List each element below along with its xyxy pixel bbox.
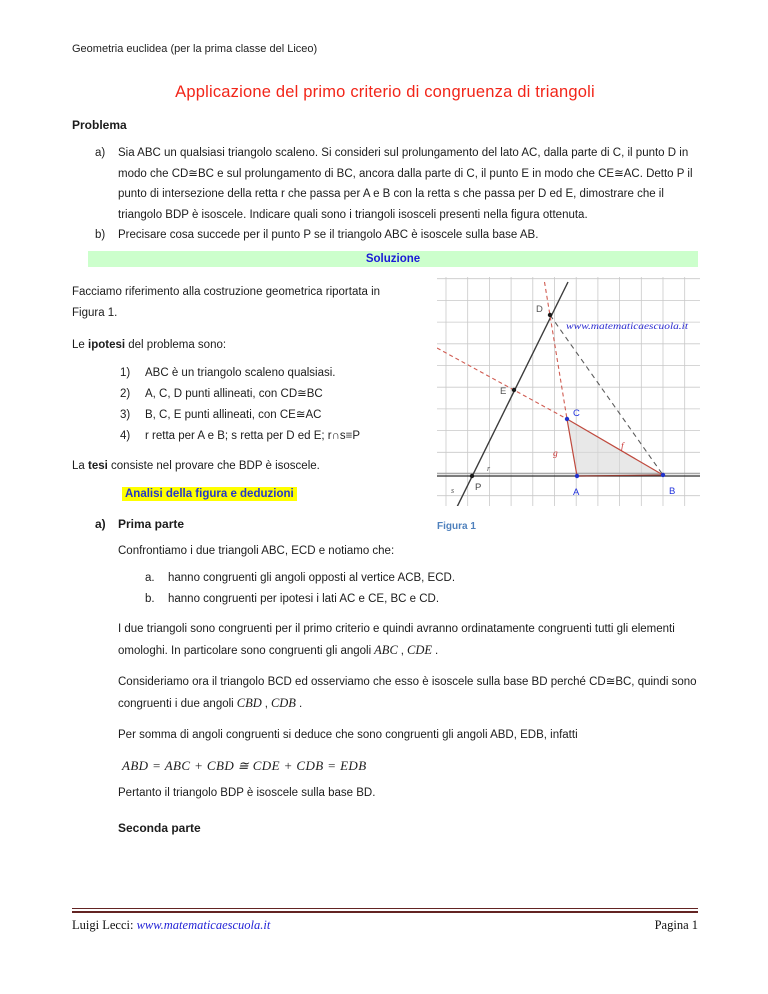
line-label-f: f [621, 441, 624, 452]
point-label-P: P [475, 481, 482, 493]
point-E [512, 387, 516, 391]
problem-item-a [72, 143, 698, 225]
point-C [565, 416, 569, 420]
hypothesis-item: 2) A, C, D punti allineati, con CD≅BC [120, 387, 323, 400]
footer-rule-thick [72, 911, 698, 914]
angle-math: CDB [270, 696, 296, 710]
problem-item-text: Precisare cosa succede per il punto P se il triangolo ABC è isoscele sulla base AB. [118, 229, 539, 241]
footer-author: Luigi Lecci: www.matematicaescuola.it [72, 918, 271, 932]
analysis-highlight: Analisi della figura e deduzioni [122, 487, 297, 501]
problem-item-text: Sia ABC un qualsiasi triangolo scaleno. Si consideri sul prolungamento del lato AC, dalla parte di C, il punto D in modo che CD≅BC e sul prolungamento di BC, ancora dalla parte di C, il punto E in modo che CE≅AC. Detto P il punto di intersezione della retta r che passa per A e B con la retta s che passa per D ed E, dimostrare che il triangolo BDP è isoscele. Indicare quali sono i triangoli isosceli presenti nella figura ottenuta. [118, 147, 693, 221]
observations-list [72, 568, 698, 610]
paragraph-angle-sum: Per somma di angoli congruenti si deduce che sono congruenti gli angoli ABD, EDB, infatti [118, 728, 578, 741]
hypothesis-item: 4) r retta per A e B; s retta per D ed E; r∩s≡P [120, 429, 361, 442]
part-2-heading: Seconda parte [118, 820, 201, 835]
angle-formula: ABD = ABC + CBD ≅ CDE + CDB = EDB [122, 758, 367, 773]
line-label-s: s [451, 485, 455, 495]
document-title: Applicazione del primo criterio di congruenza di triangoli [175, 83, 595, 101]
line-label-r: r [487, 463, 491, 473]
footer-page-number: Pagina 1 [654, 918, 698, 932]
problem-list [72, 143, 698, 246]
paragraph-congruence: I due triangoli sono congruenti per il primo criterio e quindi avranno ordinatamente congruenti tutti gli elementi omologhi. In particolare sono congruenti gli angoli ABC , CDE . [118, 622, 675, 657]
list-marker: a) [95, 147, 106, 159]
hypotheses-list [72, 363, 424, 447]
page-footer [72, 908, 698, 933]
observation-item: b. hanno congruenti per ipotesi i lati AC e CE, BC e CD. [145, 592, 440, 605]
paragraph-isosceles-bcd: Consideriamo ora il triangolo BCD ed osserviamo che esso è isoscele sulla base BD perché CD≅BC, quindi sono congruenti i due angoli CBD , CDB . [118, 675, 697, 710]
part-a-heading: a) Prima parte [95, 516, 185, 531]
solution-columns [72, 282, 698, 562]
angle-math: CDE [406, 643, 432, 657]
hypothesis-item: 1) ABC è un triangolo scaleno qualsiasi. [120, 366, 336, 379]
hypotheses-intro: Le ipotesi del problema sono: [72, 338, 227, 351]
compare-paragraph: Confrontiamo i due triangoli ABC, ECD e notiamo che: [118, 544, 395, 557]
point-label-D: D [536, 303, 543, 315]
problem-item-b [72, 225, 698, 246]
hypothesis-item: 3) B, C, E punti allineati, con CE≅AC [120, 408, 322, 421]
footer-website-link[interactable]: www.matematicaescuola.it [136, 918, 271, 932]
solution-text-column [72, 282, 424, 562]
point-label-B: B [669, 485, 676, 497]
point-D [548, 312, 552, 316]
point-A [575, 473, 579, 477]
figure-column [437, 277, 700, 562]
point-B [661, 472, 665, 476]
watermark-link[interactable]: www.matematicaescuola.it [566, 320, 689, 331]
page-header: Geometria euclidea (per la prima classe del Liceo) [72, 43, 318, 55]
figure-1-geometry [437, 277, 700, 506]
point-label-E: E [500, 385, 507, 397]
solution-banner: Soluzione [88, 251, 698, 267]
ipotesi-bold: ipotesi [88, 338, 126, 351]
problem-heading: Problema [72, 118, 127, 132]
line-DCA-dashed [545, 282, 568, 419]
point-label-C: C [573, 407, 580, 419]
angle-math: CBD [236, 696, 262, 710]
thesis-line: La tesi consiste nel provare che BDP è isoscele. [72, 459, 320, 472]
footer-rule-thin [72, 908, 698, 909]
angle-math: ABC [374, 643, 398, 657]
tesi-bold: tesi [88, 459, 108, 472]
point-P [470, 473, 474, 477]
point-label-A: A [573, 486, 580, 498]
line-label-g: g [553, 448, 558, 459]
figure-caption: Figura 1 [437, 520, 476, 532]
intro-paragraph: Facciamo riferimento alla costruzione geometrica riportata in Figura 1. [72, 285, 381, 319]
list-marker: b) [95, 229, 106, 241]
observation-item: a. hanno congruenti gli angoli opposti al vertice ACB, ECD. [145, 571, 456, 584]
paragraph-conclusion: Pertanto il triangolo BDP è isoscele sulla base BD. [118, 787, 376, 799]
line-ECB-dashed [437, 348, 567, 419]
